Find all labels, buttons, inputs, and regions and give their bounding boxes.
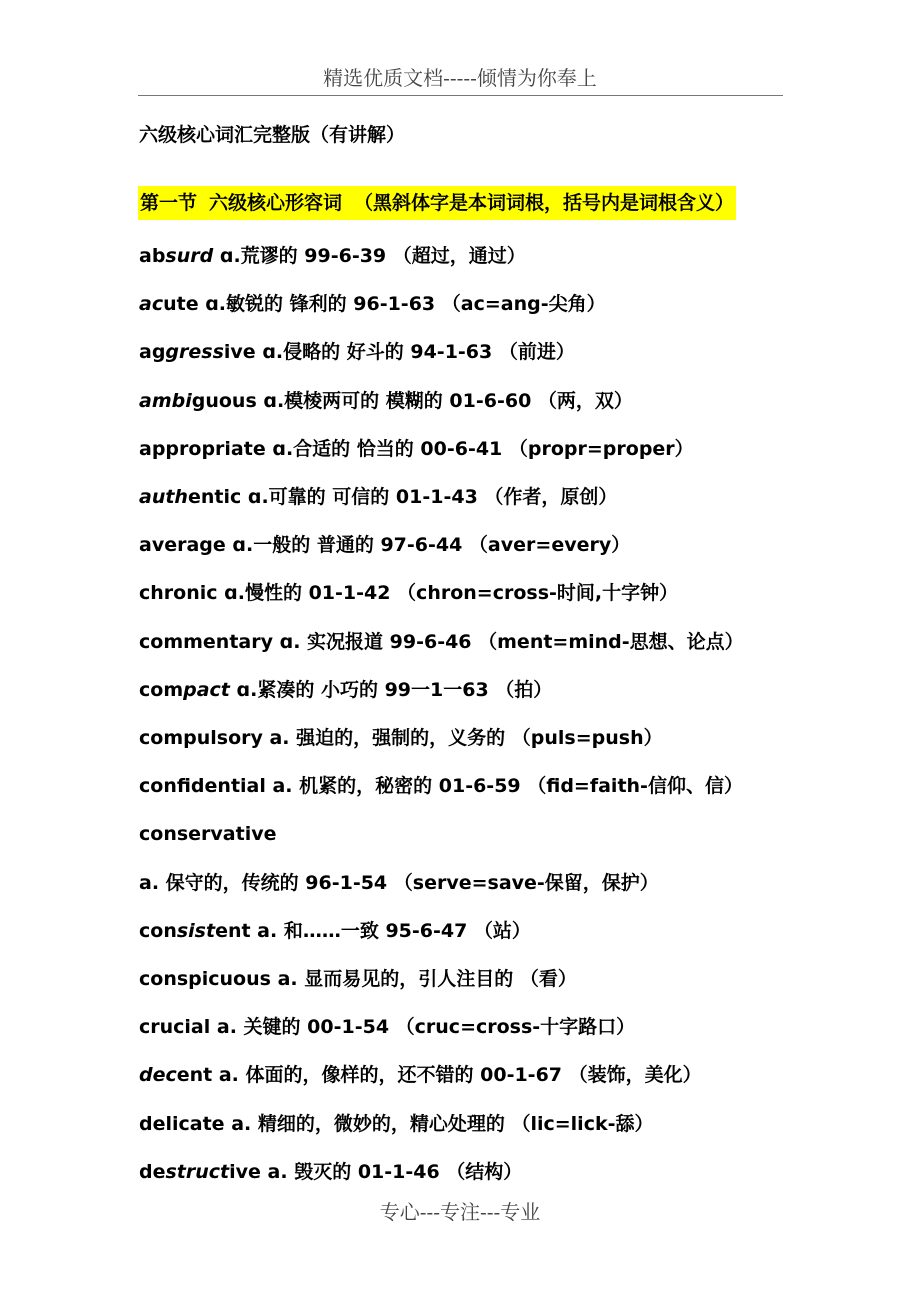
vocab-entry <box>139 810 799 906</box>
word-root: ambi <box>139 389 192 412</box>
word-suffix: ent <box>176 1064 213 1087</box>
word-root: surd <box>165 245 214 267</box>
word-suffix: delicate <box>139 1112 225 1135</box>
word-suffix: appropriate <box>139 437 266 460</box>
word-suffix: average <box>139 534 226 557</box>
word-suffix: conservative <box>139 823 277 846</box>
vocab-entry <box>139 1051 799 1099</box>
vocab-entry <box>139 1148 799 1196</box>
vocab-entry <box>139 1100 799 1148</box>
word-definition: ɑ.模棱两可的 模糊的 01-6-60 （两，双） <box>256 389 633 412</box>
word-definition: a. 精细的，微妙的，精心处理的 （lic=lick-舔） <box>224 1112 654 1135</box>
word-definition: a. 强迫的，强制的，义务的 （puls=push） <box>262 727 663 750</box>
word-suffix: ent <box>215 919 251 942</box>
word-definition: ɑ.紧凑的 小巧的 99一1一63 （拍） <box>229 678 553 701</box>
vocabulary-list <box>139 232 799 1196</box>
vocab-entry <box>139 955 799 1003</box>
vocab-entry <box>139 762 799 810</box>
word-definition: a. 关键的 00-1-54 （cruc=cross-十字路口） <box>210 1016 636 1039</box>
word-root: ac <box>139 293 164 316</box>
vocab-entry <box>139 907 799 955</box>
vocab-entry <box>139 377 799 425</box>
word-suffix: entic <box>187 486 242 509</box>
word-suffix: chronic <box>139 582 218 605</box>
word-suffix: ive <box>223 341 256 364</box>
word-definition: ɑ.合适的 恰当的 00-6-41 （propr=proper） <box>265 437 694 460</box>
header-divider <box>138 95 783 96</box>
section-label: 第一节 <box>140 192 198 214</box>
word-suffix: confidential <box>139 775 266 798</box>
word-definition: a. 机紧的，秘密的 01-6-59 （fid=faith-信仰、信） <box>265 775 743 798</box>
word-suffix: crucial <box>139 1016 211 1039</box>
vocab-entry <box>139 714 799 762</box>
vocab-entry <box>139 473 799 521</box>
section-note: （黑斜体字是本词词根，括号内是词根含义） <box>354 192 735 214</box>
vocab-entry <box>139 280 799 328</box>
word-definition: ɑ.慢性的 01-1-42 （chron=cross-时间,十字钟） <box>217 582 679 605</box>
word-definition: a. 毁灭的 01-1-46 （结构） <box>260 1160 523 1183</box>
word-prefix: con <box>139 919 177 942</box>
word-suffix: ute <box>163 293 199 316</box>
document-title: 六级核心词汇完整版（有讲解） <box>139 124 406 146</box>
vocab-entry <box>139 521 799 569</box>
section-topic: 六级核心形容词 <box>209 192 343 214</box>
word-root: struct <box>165 1160 230 1183</box>
vocab-entry <box>139 232 799 280</box>
vocab-entry <box>139 425 799 473</box>
word-definition: ɑ.一般的 普通的 97-6-44 （aver=every） <box>225 534 631 557</box>
word-definition: a. 体面的，像样的，还不错的 00-1-67 （装饰，美化） <box>212 1064 702 1087</box>
word-root: pact <box>183 678 230 701</box>
vocab-entry <box>139 666 799 714</box>
word-root: sist <box>176 919 216 942</box>
word-prefix: ag <box>139 341 166 364</box>
word-prefix: de <box>139 1160 166 1183</box>
word-definition: a. 显而易见的，引人注目的 （看） <box>270 968 577 991</box>
word-prefix: ab <box>139 245 166 267</box>
word-suffix: commentary <box>139 630 273 653</box>
word-root: dec <box>139 1064 177 1087</box>
word-definition: a. 和……一致 95-6-47 （站） <box>250 919 531 942</box>
word-suffix: conspicuous <box>139 968 271 991</box>
word-definition: ɑ.可靠的 可信的 01-1-43 （作者，原创） <box>241 486 618 509</box>
vocab-entry <box>139 569 799 617</box>
word-definition: ɑ.荒谬的 99-6-39 （超过，通过） <box>213 245 526 267</box>
vocab-entry <box>139 618 799 666</box>
page-footer: 专心---专注---专业 <box>379 1200 541 1224</box>
word-root: gress <box>165 341 224 364</box>
word-definition: ɑ.侵略的 好斗的 94-1-63 （前进） <box>255 341 575 364</box>
word-prefix: com <box>139 678 184 701</box>
word-suffix: compulsory <box>139 727 263 750</box>
word-suffix: ive <box>229 1160 261 1183</box>
vocab-entry <box>139 328 799 376</box>
word-root: auth <box>139 486 188 509</box>
word-suffix: guous <box>191 389 257 412</box>
vocab-entry <box>139 1003 799 1051</box>
section-heading <box>138 186 736 220</box>
word-definition: ɑ.敏锐的 锋利的 96-1-63 （ac=ang-尖角） <box>198 293 606 316</box>
word-definition: ɑ. 实况报道 99-6-46 （ment=mind-思想、论点） <box>272 630 744 653</box>
page-header: 精选优质文档-----倾情为你奉上 <box>323 66 597 90</box>
word-definition: a. 保守的，传统的 96-1-54 （serve=save-保留，保护） <box>139 871 659 894</box>
